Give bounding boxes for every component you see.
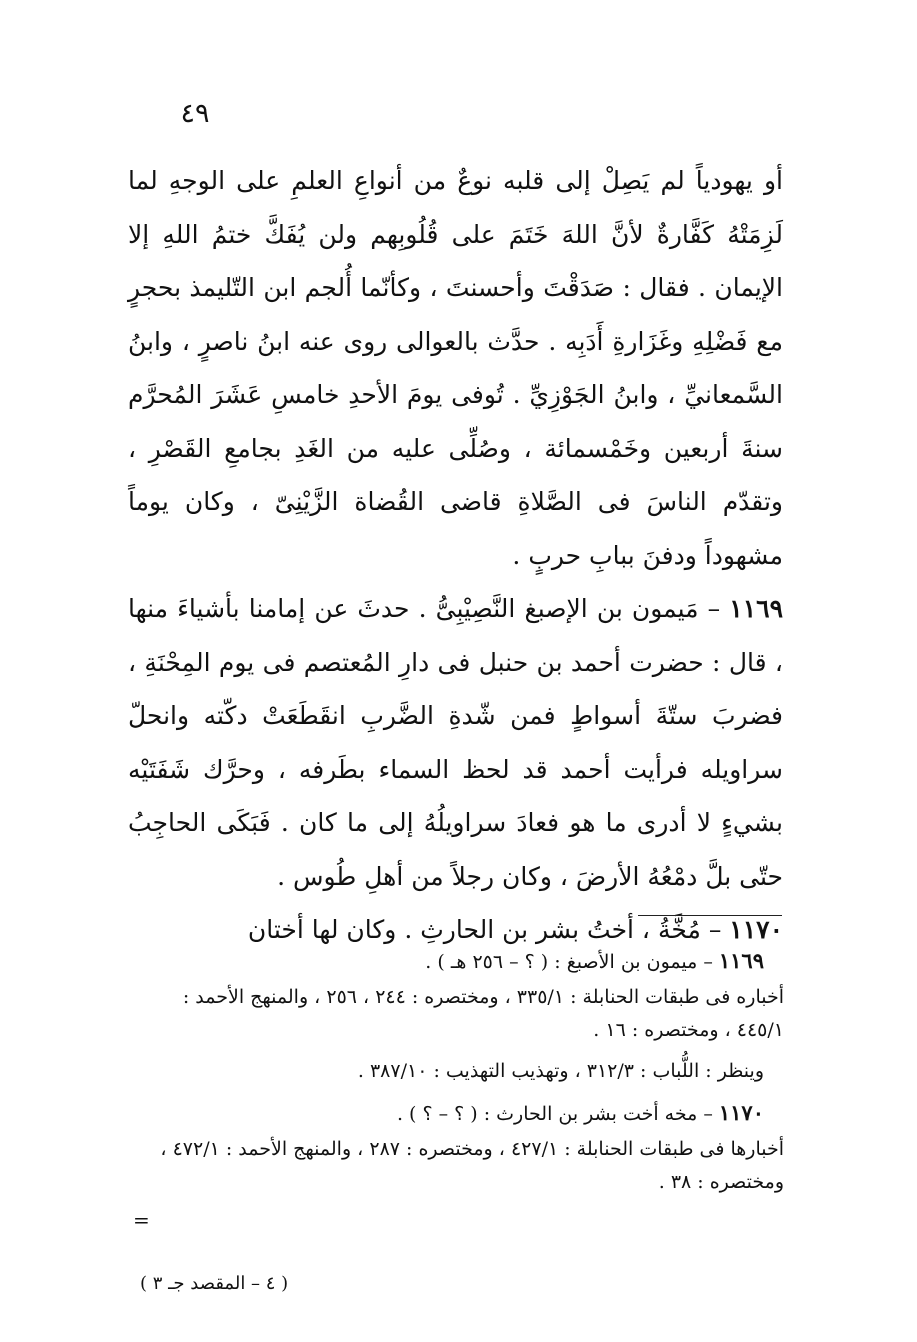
footnote-1170-heading	[132, 1096, 784, 1131]
entry-text: – مَيمون بن الإصبغ النَّصِيْبِىُّ . حدثَ عن إمامنا بأشياءَ منها ، قال : حضرت أحمد بن حنبل فى دارِ المُعتصم فى يوم المِحْنَةِ ، فضربَ ستّةَ أسواطٍ فمن شّدةِ الضَّربِ انقَطَعَتْ دكّته وانحلّ سراويله فرأيت أحمد قد لحظ السماء بطَرفه ، وحرَّك شَفَتَيْه بشيءٍ لا أدرى ما هو فعادَ سراويلُهُ إلى ما كان . فَبَكَى الحاجِبُ حتّى بلَّ دمْعُهُ الأرضَ ، وكان رجلاً من أهلِ طُوس .	[128, 594, 783, 891]
entry-text: – مُخَّةُ ، أختُ بشر بن الحارثِ . وكان لها أختان	[247, 915, 722, 944]
entry-number: ١١٧٠	[729, 915, 783, 944]
footnote-divider	[638, 915, 782, 916]
footnotes	[132, 944, 784, 1207]
continuation-mark: =	[133, 1208, 150, 1232]
entry-1169	[128, 582, 783, 903]
footnote-1169-sources: أخباره فى طبقات الحنابلة : ٣٣٥/١ ، ومختصره : ٢٤٤ ، ٢٥٦ ، والمنهج الأحمد : ٤٤٥/١ ، ومختصره : ١٦ .	[182, 986, 784, 1041]
footnote-1169-see-also: وينظر : اللُّباب : ٣١٢/٣ ، وتهذيب التهذيب : ٣٨٧/١٠ .	[357, 1060, 764, 1082]
footnote-number: ١١٧٠	[718, 1100, 764, 1125]
footnote-heading-text: – ميمون بن الأصبغ : ( ؟ – ٢٥٦ هـ ) .	[425, 951, 713, 973]
footnote-number: ١١٦٩	[718, 948, 764, 973]
footnote-1170-sources: أخبارها فى طبقات الحنابلة : ٤٢٧/١ ، ومختصره : ٢٨٧ ، والمنهج الأحمد : ٤٧٢/١ ، ومختصره : ٣٨ .	[160, 1138, 784, 1193]
page-number: ٤٩	[180, 98, 210, 129]
paragraph-continuation: أو يهودياً لم يَصِلْ إلى قلبه نوعٌ من أنواعِ العلمِ على الوجهِ لما لَزِمَتْهُ كَفَّارةٌ لأنَّ اللهَ خَتَمَ على قُلُوبِهم ولن يُفَكَّ ختمُ اللهِ إلا الإيمان . فقال : صَدَقْتَ وأحسنتَ ، وكأنّما أُلجم ابن التّليمذ بحجرٍ مع فَضْلِهِ وغَزَارةِ أَدَبِه . حدَّث بالعوالى روى عنه ابنُ ناصرٍ ، وابنُ السَّمعانيِّ ، وابنُ الجَوْزِيِّ . تُوفى يومَ الأحدِ خامسِ عَشَرَ المُحرَّم سنةَ أربعين وخَمْسمائة ، وصُلِّى عليه من الغَدِ بجامعِ القَصْرِ ، وتقدّم الناسَ فى الصَّلاةِ قاضى القُضاة الزَّيْنِىّ ، وكان يوماً مشهوداً ودفنَ ببابِ حربٍ .	[128, 166, 783, 570]
signature-mark: ( ٤ – المقصد جـ ٣ )	[140, 1273, 289, 1294]
main-text	[128, 154, 783, 957]
footnote-1169-heading	[132, 944, 784, 979]
footnote-heading-text: – مخه أخت بشر بن الحارث : ( ؟ – ؟ ) .	[396, 1103, 713, 1125]
entry-number: ١١٦٩	[729, 594, 784, 623]
